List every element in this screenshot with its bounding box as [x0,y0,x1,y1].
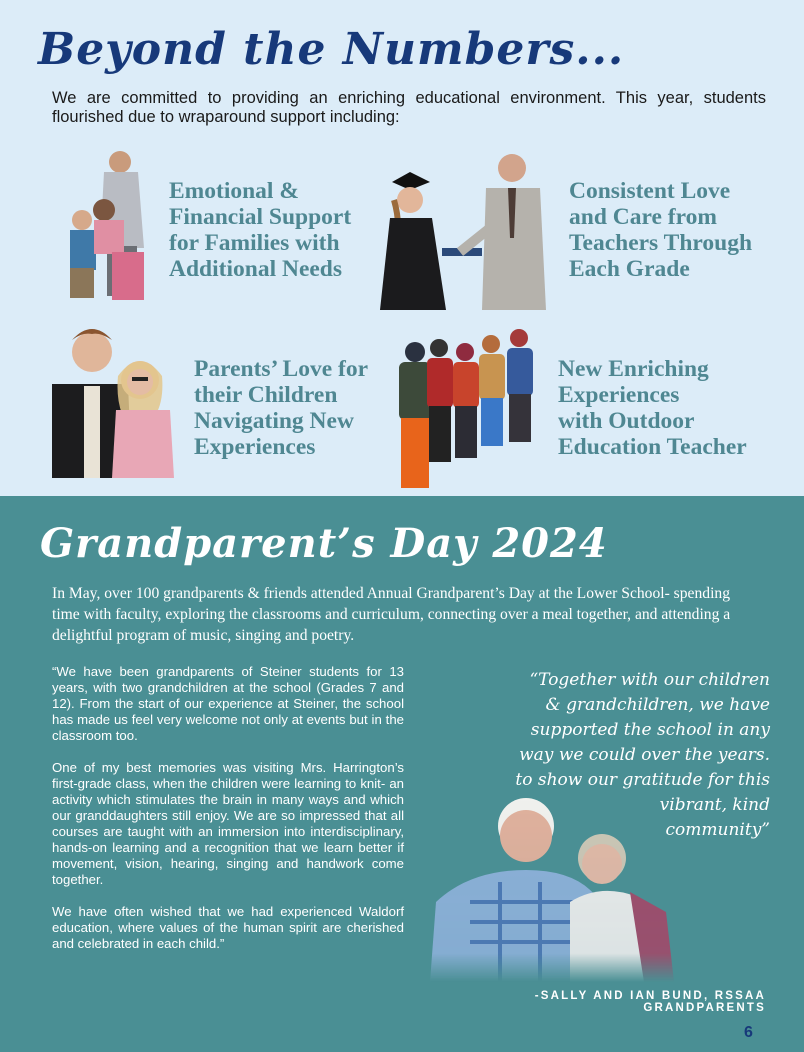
grandparents-title: Grandparent’s Day 2024 [40,520,608,567]
grandparents-photo [430,792,674,982]
highlight-caption-parents: Parents’ Love for their Children Navigating New Experiences [194,356,369,460]
intro-text: We are committed to providing an enriching educational environment. This year, students flourished due to wraparound support including: [52,89,766,126]
family-hug-photo [52,148,148,304]
page-number: 6 [744,1024,753,1041]
highlight-caption-outdoor: New Enriching Experiences with Outdoor Education Teacher [558,356,747,460]
graduation-diploma-photo [380,148,546,310]
grandparents-lead: In May, over 100 grandparents & friends attended Annual Grandparent’s Day at the Lower School- spending time with faculty, exploring the classrooms and curriculum, connecting over a meal together, and attending a delightful program of music, singing and poetry. [52,585,731,644]
pull-quote: “Together with our children & grandchildren, we have supported the school in any way we could over the years. to show our gratitude for this vibrant, kind community” [515,670,770,840]
quote-attribution: -SALLY AND IAN BUND, RSSAA GRANDPARENTS [534,990,766,1014]
testimonial-paragraph: “We have been grandparents of Steiner students for 13 years, with two grandchildren at the school (Grades 7 and 12). From the start of our experience at Steiner, the school has made us feel very welcome not only at events but in the classroom too. [52,664,404,743]
highlight-caption-emotional-support: Emotional & Financial Support for Families with Additional Needs [169,178,352,282]
testimonial-paragraph: One of my best memories was visiting Mrs. Harrington’s first-grade class, when the children were learning to knit- an activity which stimulates the brain in many ways and which our granddaughters still enjoy. We are so impressed that all courses are taught with an immersion into interdisciplinary, hands-on learning and a recognition that we learn better if movement, vision, hearing, singing and handwork come together. [52,760,404,887]
highlight-caption-teachers: Consistent Love and Care from Teachers Through Each Grade [569,178,753,282]
grandparents-testimonial [52,664,404,968]
children-outdoors-photo [393,322,543,492]
page-title: Beyond the Numbers... [38,24,625,75]
parent-and-son-photo [52,318,174,478]
testimonial-paragraph: We have often wished that we had experienced Waldorf education, where values of the human spirit are cherished and celebrated in each child.” [52,904,404,951]
